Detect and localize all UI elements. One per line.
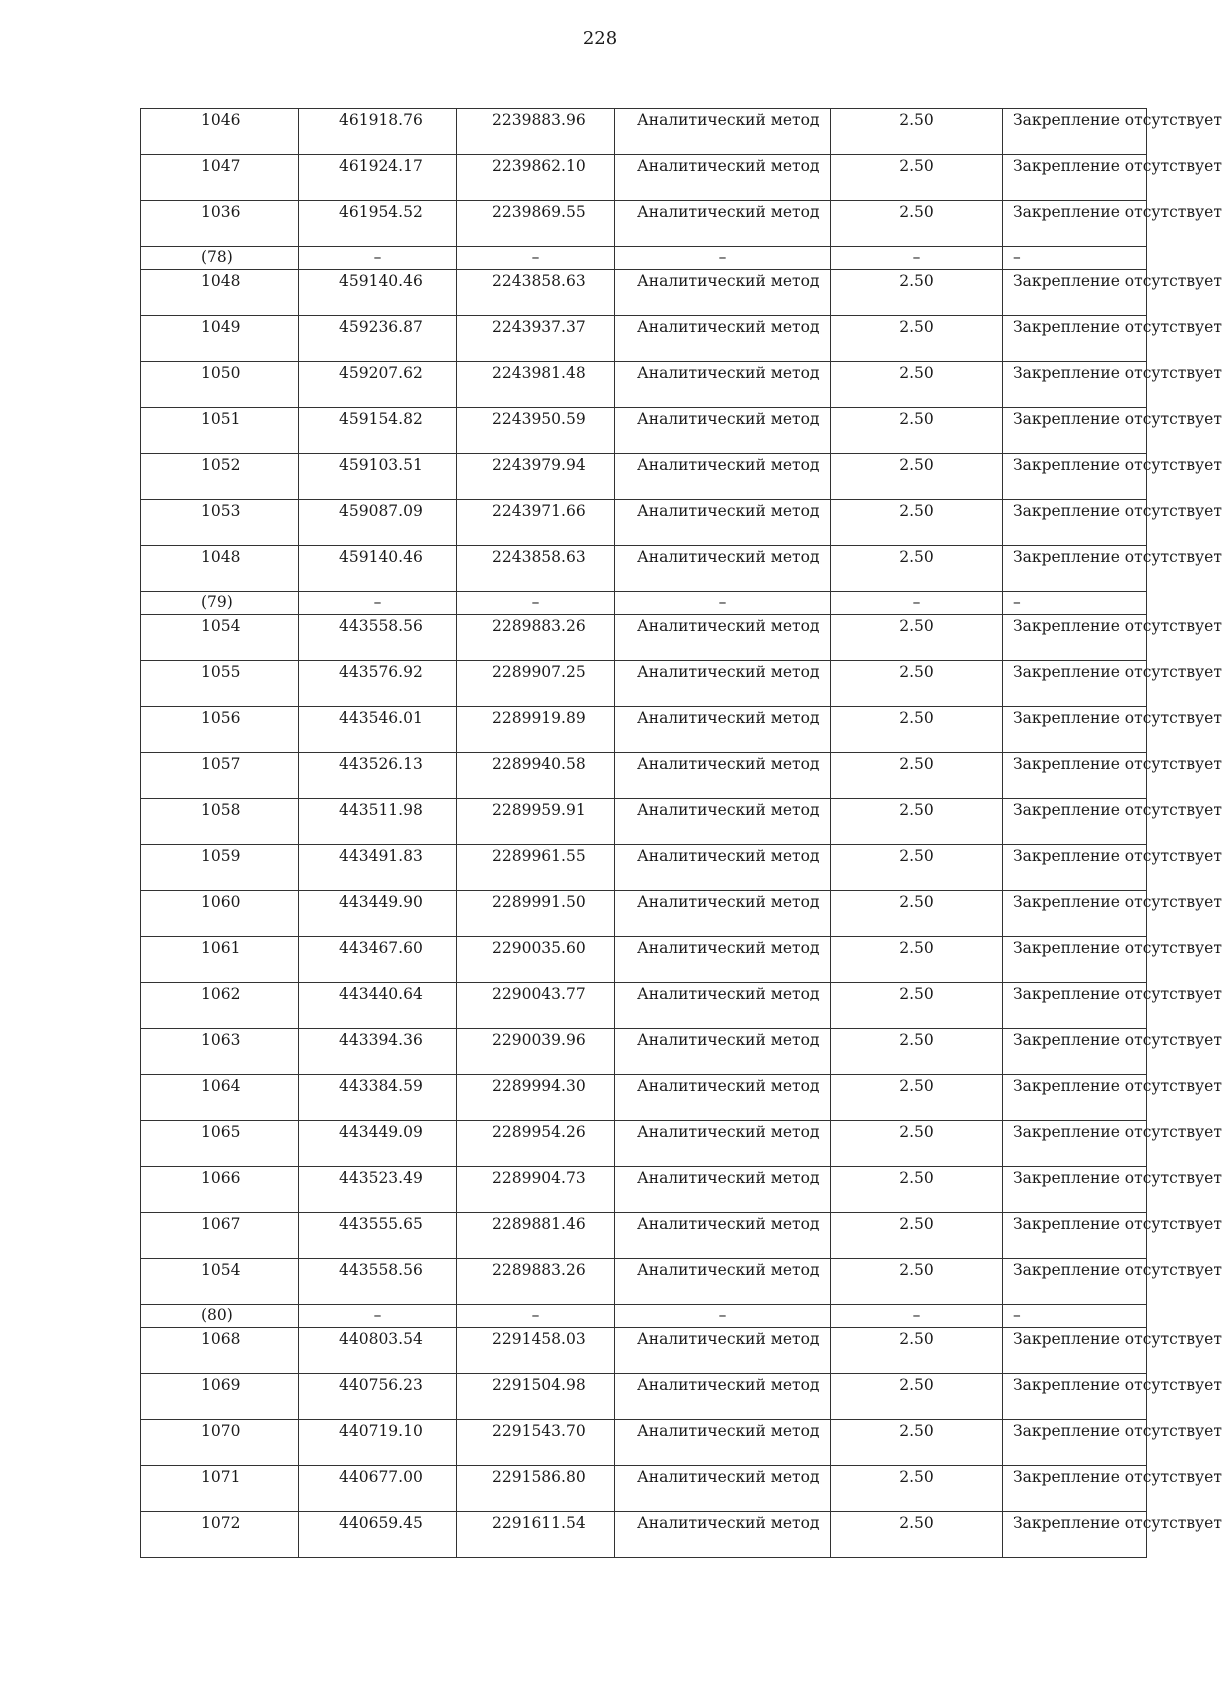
accuracy-cell: 2.50 <box>831 1167 1003 1213</box>
method-cell: Аналитический метод <box>615 799 831 845</box>
dash-cell: – <box>1003 592 1147 615</box>
dash-cell: – <box>615 592 831 615</box>
table-row <box>141 270 1147 316</box>
contour-number-cell: (78) <box>141 247 299 270</box>
method-cell: Аналитический метод <box>615 1029 831 1075</box>
accuracy-cell: 2.50 <box>831 1512 1003 1558</box>
y-coordinate-cell: 2243937.37 <box>457 316 615 362</box>
x-coordinate-cell: 459087.09 <box>299 500 457 546</box>
x-coordinate-cell: 443523.49 <box>299 1167 457 1213</box>
y-coordinate-cell: 2239862.10 <box>457 155 615 201</box>
method-cell: Аналитический метод <box>615 316 831 362</box>
x-coordinate-cell: 459154.82 <box>299 408 457 454</box>
table-row <box>141 753 1147 799</box>
y-coordinate-cell: 2289940.58 <box>457 753 615 799</box>
dash-cell: – <box>299 247 457 270</box>
fixing-cell: Закрепление отсутствует <box>1003 1167 1147 1213</box>
point-number-cell: 1065 <box>141 1121 299 1167</box>
coordinates-table <box>140 108 1222 1558</box>
fixing-cell: Закрепление отсутствует <box>1003 845 1147 891</box>
dash-cell: – <box>831 1305 1003 1328</box>
dash-cell: – <box>615 247 831 270</box>
accuracy-cell: 2.50 <box>831 316 1003 362</box>
table-row <box>141 1328 1147 1374</box>
table-row <box>141 937 1147 983</box>
method-cell: Аналитический метод <box>615 937 831 983</box>
accuracy-cell: 2.50 <box>831 707 1003 753</box>
table-row <box>141 799 1147 845</box>
dash-cell: – <box>615 1305 831 1328</box>
method-cell: Аналитический метод <box>615 615 831 661</box>
y-coordinate-cell: 2289919.89 <box>457 707 615 753</box>
table-row <box>141 707 1147 753</box>
accuracy-cell: 2.50 <box>831 1075 1003 1121</box>
point-number-cell: 1060 <box>141 891 299 937</box>
fixing-cell: Закрепление отсутствует <box>1003 1374 1147 1420</box>
dash-cell: – <box>831 592 1003 615</box>
point-number-cell: 1068 <box>141 1328 299 1374</box>
accuracy-cell: 2.50 <box>831 454 1003 500</box>
x-coordinate-cell: 443526.13 <box>299 753 457 799</box>
point-number-cell: 1046 <box>141 109 299 155</box>
fixing-cell: Закрепление отсутствует <box>1003 983 1147 1029</box>
accuracy-cell: 2.50 <box>831 799 1003 845</box>
dash-cell: – <box>457 1305 615 1328</box>
accuracy-cell: 2.50 <box>831 983 1003 1029</box>
accuracy-cell: 2.50 <box>831 546 1003 592</box>
method-cell: Аналитический метод <box>615 1512 831 1558</box>
table-row <box>141 316 1147 362</box>
point-number-cell: 1053 <box>141 500 299 546</box>
table-row <box>141 362 1147 408</box>
y-coordinate-cell: 2289883.26 <box>457 615 615 661</box>
fixing-cell: Закрепление отсутствует <box>1003 546 1147 592</box>
table-row <box>141 1167 1147 1213</box>
y-coordinate-cell: 2289961.55 <box>457 845 615 891</box>
method-cell: Аналитический метод <box>615 1213 831 1259</box>
accuracy-cell: 2.50 <box>831 1029 1003 1075</box>
point-number-cell: 1056 <box>141 707 299 753</box>
x-coordinate-cell: 443511.98 <box>299 799 457 845</box>
dash-cell: – <box>299 1305 457 1328</box>
point-number-cell: 1052 <box>141 454 299 500</box>
accuracy-cell: 2.50 <box>831 408 1003 454</box>
point-number-cell: 1070 <box>141 1420 299 1466</box>
method-cell: Аналитический метод <box>615 661 831 707</box>
y-coordinate-cell: 2291504.98 <box>457 1374 615 1420</box>
y-coordinate-cell: 2291611.54 <box>457 1512 615 1558</box>
method-cell: Аналитический метод <box>615 270 831 316</box>
table-row <box>141 615 1147 661</box>
fixing-cell: Закрепление отсутствует <box>1003 661 1147 707</box>
method-cell: Аналитический метод <box>615 1420 831 1466</box>
point-number-cell: 1071 <box>141 1466 299 1512</box>
point-number-cell: 1063 <box>141 1029 299 1075</box>
fixing-cell: Закрепление отсутствует <box>1003 270 1147 316</box>
method-cell: Аналитический метод <box>615 1121 831 1167</box>
accuracy-cell: 2.50 <box>831 1213 1003 1259</box>
dash-cell: – <box>1003 1305 1147 1328</box>
x-coordinate-cell: 443394.36 <box>299 1029 457 1075</box>
method-cell: Аналитический метод <box>615 454 831 500</box>
x-coordinate-cell: 443555.65 <box>299 1213 457 1259</box>
y-coordinate-cell: 2239869.55 <box>457 201 615 247</box>
table-row <box>141 1466 1147 1512</box>
table-row <box>141 500 1147 546</box>
point-number-cell: 1064 <box>141 1075 299 1121</box>
method-cell: Аналитический метод <box>615 155 831 201</box>
table-row <box>141 1420 1147 1466</box>
fixing-cell: Закрепление отсутствует <box>1003 201 1147 247</box>
point-number-cell: 1058 <box>141 799 299 845</box>
fixing-cell: Закрепление отсутствует <box>1003 1420 1147 1466</box>
accuracy-cell: 2.50 <box>831 845 1003 891</box>
fixing-cell: Закрепление отсутствует <box>1003 1512 1147 1558</box>
accuracy-cell: 2.50 <box>831 1328 1003 1374</box>
x-coordinate-cell: 440659.45 <box>299 1512 457 1558</box>
fixing-cell: Закрепление отсутствует <box>1003 500 1147 546</box>
x-coordinate-cell: 461954.52 <box>299 201 457 247</box>
x-coordinate-cell: 443558.56 <box>299 615 457 661</box>
page-number: 228 <box>582 28 618 49</box>
method-cell: Аналитический метод <box>615 1167 831 1213</box>
y-coordinate-cell: 2243979.94 <box>457 454 615 500</box>
table-row <box>141 1259 1147 1305</box>
table-row <box>141 155 1147 201</box>
point-number-cell: 1067 <box>141 1213 299 1259</box>
x-coordinate-cell: 443558.56 <box>299 1259 457 1305</box>
coordinates-table-body <box>141 109 1222 1558</box>
point-number-cell: 1049 <box>141 316 299 362</box>
table-row <box>141 454 1147 500</box>
fixing-cell: Закрепление отсутствует <box>1003 707 1147 753</box>
table-row <box>141 109 1147 155</box>
fixing-cell: Закрепление отсутствует <box>1003 1029 1147 1075</box>
x-coordinate-cell: 440756.23 <box>299 1374 457 1420</box>
x-coordinate-cell: 459103.51 <box>299 454 457 500</box>
fixing-cell: Закрепление отсутствует <box>1003 1328 1147 1374</box>
table-row <box>141 1121 1147 1167</box>
point-number-cell: 1054 <box>141 1259 299 1305</box>
y-coordinate-cell: 2289994.30 <box>457 1075 615 1121</box>
accuracy-cell: 2.50 <box>831 891 1003 937</box>
table-row <box>141 661 1147 707</box>
fixing-cell: Закрепление отсутствует <box>1003 1121 1147 1167</box>
method-cell: Аналитический метод <box>615 201 831 247</box>
table-separator-row <box>141 592 1147 615</box>
dash-cell: – <box>457 247 615 270</box>
y-coordinate-cell: 2243981.48 <box>457 362 615 408</box>
x-coordinate-cell: 443449.09 <box>299 1121 457 1167</box>
fixing-cell: Закрепление отсутствует <box>1003 937 1147 983</box>
x-coordinate-cell: 443440.64 <box>299 983 457 1029</box>
x-coordinate-cell: 443546.01 <box>299 707 457 753</box>
method-cell: Аналитический метод <box>615 109 831 155</box>
table-row <box>141 1075 1147 1121</box>
fixing-cell: Закрепление отсутствует <box>1003 109 1147 155</box>
y-coordinate-cell: 2243858.63 <box>457 270 615 316</box>
method-cell: Аналитический метод <box>615 1075 831 1121</box>
y-coordinate-cell: 2243950.59 <box>457 408 615 454</box>
y-coordinate-cell: 2290043.77 <box>457 983 615 1029</box>
table-row <box>141 1374 1147 1420</box>
fixing-cell: Закрепление отсутствует <box>1003 1213 1147 1259</box>
y-coordinate-cell: 2289954.26 <box>457 1121 615 1167</box>
fixing-cell: Закрепление отсутствует <box>1003 891 1147 937</box>
point-number-cell: 1047 <box>141 155 299 201</box>
accuracy-cell: 2.50 <box>831 201 1003 247</box>
y-coordinate-cell: 2289881.46 <box>457 1213 615 1259</box>
x-coordinate-cell: 461924.17 <box>299 155 457 201</box>
x-coordinate-cell: 443491.83 <box>299 845 457 891</box>
accuracy-cell: 2.50 <box>831 500 1003 546</box>
accuracy-cell: 2.50 <box>831 615 1003 661</box>
x-coordinate-cell: 443467.60 <box>299 937 457 983</box>
method-cell: Аналитический метод <box>615 845 831 891</box>
y-coordinate-cell: 2290039.96 <box>457 1029 615 1075</box>
accuracy-cell: 2.50 <box>831 1121 1003 1167</box>
method-cell: Аналитический метод <box>615 1328 831 1374</box>
dash-cell: – <box>299 592 457 615</box>
x-coordinate-cell: 459140.46 <box>299 270 457 316</box>
accuracy-cell: 2.50 <box>831 753 1003 799</box>
point-number-cell: 1055 <box>141 661 299 707</box>
method-cell: Аналитический метод <box>615 408 831 454</box>
accuracy-cell: 2.50 <box>831 1420 1003 1466</box>
accuracy-cell: 2.50 <box>831 937 1003 983</box>
table-row <box>141 546 1147 592</box>
table-row <box>141 1029 1147 1075</box>
y-coordinate-cell: 2243971.66 <box>457 500 615 546</box>
dash-cell: – <box>457 592 615 615</box>
x-coordinate-cell: 459140.46 <box>299 546 457 592</box>
y-coordinate-cell: 2289904.73 <box>457 1167 615 1213</box>
table-separator-row <box>141 247 1147 270</box>
y-coordinate-cell: 2291458.03 <box>457 1328 615 1374</box>
accuracy-cell: 2.50 <box>831 1374 1003 1420</box>
method-cell: Аналитический метод <box>615 546 831 592</box>
fixing-cell: Закрепление отсутствует <box>1003 454 1147 500</box>
accuracy-cell: 2.50 <box>831 109 1003 155</box>
point-number-cell: 1066 <box>141 1167 299 1213</box>
y-coordinate-cell: 2291543.70 <box>457 1420 615 1466</box>
x-coordinate-cell: 443384.59 <box>299 1075 457 1121</box>
method-cell: Аналитический метод <box>615 891 831 937</box>
point-number-cell: 1069 <box>141 1374 299 1420</box>
contour-number-cell: (80) <box>141 1305 299 1328</box>
x-coordinate-cell: 440803.54 <box>299 1328 457 1374</box>
x-coordinate-cell: 440719.10 <box>299 1420 457 1466</box>
y-coordinate-cell: 2289959.91 <box>457 799 615 845</box>
x-coordinate-cell: 440677.00 <box>299 1466 457 1512</box>
point-number-cell: 1061 <box>141 937 299 983</box>
table-row <box>141 1213 1147 1259</box>
point-number-cell: 1050 <box>141 362 299 408</box>
accuracy-cell: 2.50 <box>831 362 1003 408</box>
point-number-cell: 1048 <box>141 546 299 592</box>
contour-number-cell: (79) <box>141 592 299 615</box>
accuracy-cell: 2.50 <box>831 1259 1003 1305</box>
fixing-cell: Закрепление отсутствует <box>1003 1466 1147 1512</box>
y-coordinate-cell: 2291586.80 <box>457 1466 615 1512</box>
fixing-cell: Закрепление отсутствует <box>1003 362 1147 408</box>
dash-cell: – <box>1003 247 1147 270</box>
table-row <box>141 983 1147 1029</box>
point-number-cell: 1062 <box>141 983 299 1029</box>
point-number-cell: 1057 <box>141 753 299 799</box>
method-cell: Аналитический метод <box>615 500 831 546</box>
table-separator-row <box>141 1305 1147 1328</box>
accuracy-cell: 2.50 <box>831 661 1003 707</box>
fixing-cell: Закрепление отсутствует <box>1003 408 1147 454</box>
x-coordinate-cell: 459236.87 <box>299 316 457 362</box>
accuracy-cell: 2.50 <box>831 155 1003 201</box>
method-cell: Аналитический метод <box>615 1374 831 1420</box>
method-cell: Аналитический метод <box>615 983 831 1029</box>
x-coordinate-cell: 461918.76 <box>299 109 457 155</box>
method-cell: Аналитический метод <box>615 362 831 408</box>
x-coordinate-cell: 443576.92 <box>299 661 457 707</box>
fixing-cell: Закрепление отсутствует <box>1003 753 1147 799</box>
point-number-cell: 1051 <box>141 408 299 454</box>
table-row <box>141 408 1147 454</box>
point-number-cell: 1036 <box>141 201 299 247</box>
table-row <box>141 845 1147 891</box>
method-cell: Аналитический метод <box>615 1259 831 1305</box>
y-coordinate-cell: 2243858.63 <box>457 546 615 592</box>
table-row <box>141 891 1147 937</box>
fixing-cell: Закрепление отсутствует <box>1003 1075 1147 1121</box>
point-number-cell: 1059 <box>141 845 299 891</box>
y-coordinate-cell: 2290035.60 <box>457 937 615 983</box>
accuracy-cell: 2.50 <box>831 270 1003 316</box>
method-cell: Аналитический метод <box>615 1466 831 1512</box>
y-coordinate-cell: 2289883.26 <box>457 1259 615 1305</box>
fixing-cell: Закрепление отсутствует <box>1003 155 1147 201</box>
x-coordinate-cell: 443449.90 <box>299 891 457 937</box>
y-coordinate-cell: 2239883.96 <box>457 109 615 155</box>
point-number-cell: 1072 <box>141 1512 299 1558</box>
table-row <box>141 1512 1147 1558</box>
fixing-cell: Закрепление отсутствует <box>1003 615 1147 661</box>
y-coordinate-cell: 2289991.50 <box>457 891 615 937</box>
method-cell: Аналитический метод <box>615 707 831 753</box>
point-number-cell: 1048 <box>141 270 299 316</box>
method-cell: Аналитический метод <box>615 753 831 799</box>
table-row <box>141 201 1147 247</box>
x-coordinate-cell: 459207.62 <box>299 362 457 408</box>
fixing-cell: Закрепление отсутствует <box>1003 1259 1147 1305</box>
accuracy-cell: 2.50 <box>831 1466 1003 1512</box>
point-number-cell: 1054 <box>141 615 299 661</box>
y-coordinate-cell: 2289907.25 <box>457 661 615 707</box>
dash-cell: – <box>831 247 1003 270</box>
fixing-cell: Закрепление отсутствует <box>1003 316 1147 362</box>
fixing-cell: Закрепление отсутствует <box>1003 799 1147 845</box>
